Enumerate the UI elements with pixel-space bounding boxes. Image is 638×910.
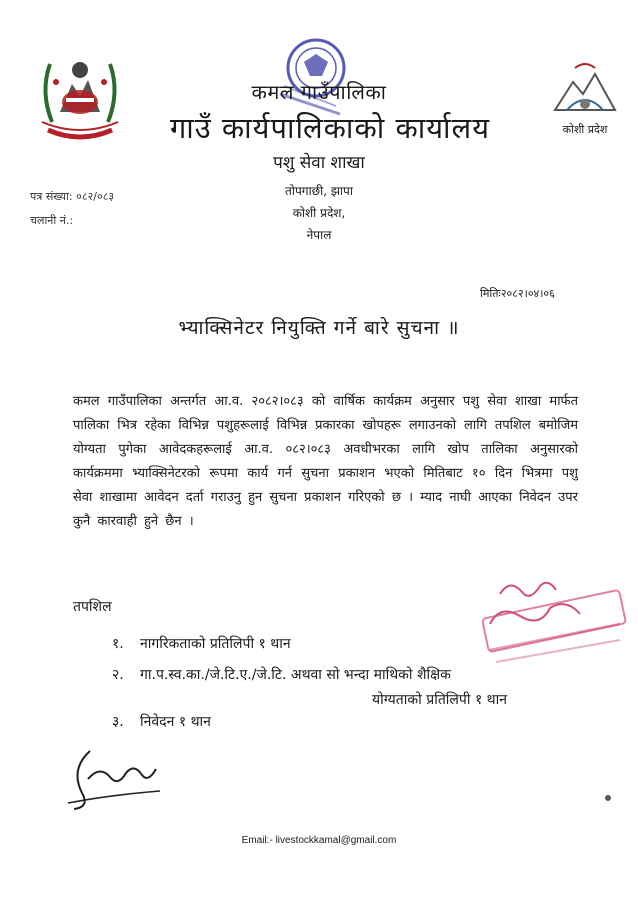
page-speck: [605, 795, 611, 801]
tapasil-heading: तपशिल: [73, 599, 112, 615]
letter-date: मितिः२०८२।०४।०६: [480, 287, 555, 300]
address-line-1: तोपगाछी, झापा: [285, 184, 353, 198]
officer-signature-stamp: [470, 574, 630, 674]
list-item-number: ३.: [112, 714, 124, 730]
province-logo-label: कोशी प्रदेश: [562, 123, 608, 136]
list-item: नागरिकताको प्रतिलिपी १ थान: [140, 636, 291, 652]
list-item: गा.प.स्व.का./जे.टि.ए./जे.टि. अथवा सो भन्दा माथिको शैक्षिक: [140, 667, 451, 683]
list-item: निवेदन १ थान: [140, 714, 211, 730]
footer-email: Email:- livestockkamal@gmail.com: [241, 835, 397, 846]
municipality-name: कमल गाउँपालिका: [251, 80, 387, 104]
notice-body: कमल गाउँपालिका अन्तर्गत आ.व. २०८२।०८३ को वार्षिक कार्यक्रम अनुसार पशु सेवा शाखा मार्फत पालिका भित्र रहेका विभिन्न पशुहरूलाई विभिन्न प्रकारका खोपहरू लगाउनको लागि तपशिल बमोजिम योग्यता पुगेका आवेदकहरूलाई आ.व. ०८२।०८३ अवधीभरका लागि खोप तालिका अनुसारको कार्यक्रममा भ्याक्सिनेटरको रूपमा कार्य गर्न सुचना प्रकाशन भएको मितिबाट १० दिन भित्रमा पशु सेवा शाखामा आवेदन दर्ता गराउनु हुन सुचना प्रकाशन गरिएको छ । म्याद नाघी आएका निवेदन उपर कुनै कारवाही हुने छैन ।: [73, 394, 578, 529]
office-title: गाउँ कार्यपालिकाको कार्यालय: [169, 111, 491, 145]
address-line-2: कोशी प्रदेश,: [292, 206, 346, 220]
dispatch-number: चलानी नं.:: [30, 214, 74, 227]
list-item-number: २.: [112, 667, 124, 683]
branch-name: पशु सेवा शाखा: [273, 153, 365, 173]
address-line-3: नेपाल: [306, 228, 332, 242]
letter-number: पत्र संख्या: ०८२/०८३: [30, 190, 115, 203]
list-item-number: १.: [112, 636, 124, 652]
list-item-continuation: योग्यताको प्रतिलिपी १ थान: [372, 692, 508, 708]
notice-subject: भ्याक्सिनेटर नियुक्ति गर्ने बारे सुचना ॥: [178, 317, 460, 339]
handwritten-signature: [60, 745, 165, 815]
